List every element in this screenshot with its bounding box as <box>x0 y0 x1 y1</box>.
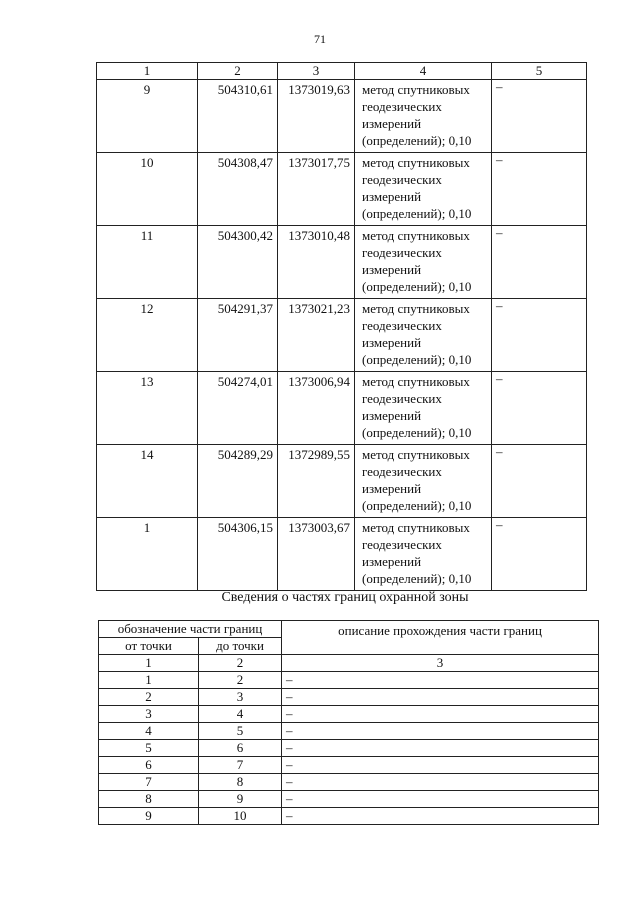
table-row <box>99 689 599 706</box>
x-coordinate-cell: 504306,15 <box>198 518 278 591</box>
table-row <box>97 299 587 372</box>
from-point-cell: 2 <box>99 689 199 706</box>
to-point-cell: 3 <box>199 689 282 706</box>
header-row <box>99 621 599 638</box>
point-number-cell: 14 <box>97 445 198 518</box>
table-row <box>99 774 599 791</box>
column-number: 1 <box>99 655 199 672</box>
y-coordinate-cell: 1373017,75 <box>278 153 355 226</box>
note-cell: – <box>492 226 587 299</box>
point-number-cell: 11 <box>97 226 198 299</box>
description-cell: – <box>282 757 599 774</box>
column-number-row <box>99 655 599 672</box>
description-cell: – <box>282 740 599 757</box>
section-title: Сведения о частях границ охранной зоны <box>221 590 469 605</box>
table-row <box>97 80 587 153</box>
point-number-cell: 12 <box>97 299 198 372</box>
to-point-cell: 2 <box>199 672 282 689</box>
from-point-cell: 9 <box>99 808 199 825</box>
x-coordinate-cell: 504300,42 <box>198 226 278 299</box>
description-cell: – <box>282 774 599 791</box>
table-row <box>97 445 587 518</box>
from-point-cell: 5 <box>99 740 199 757</box>
note-cell: – <box>492 299 587 372</box>
x-coordinate-cell: 504289,29 <box>198 445 278 518</box>
table-row <box>99 791 599 808</box>
note-cell: – <box>492 80 587 153</box>
y-coordinate-cell: 1373003,67 <box>278 518 355 591</box>
point-number-cell: 9 <box>97 80 198 153</box>
from-point-cell: 7 <box>99 774 199 791</box>
point-number-cell: 10 <box>97 153 198 226</box>
column-number: 5 <box>492 63 587 80</box>
description-cell: – <box>282 706 599 723</box>
from-point-cell: 8 <box>99 791 199 808</box>
table-row <box>99 757 599 774</box>
point-number-cell: 13 <box>97 372 198 445</box>
y-coordinate-cell: 1373006,94 <box>278 372 355 445</box>
note-cell: – <box>492 445 587 518</box>
y-coordinate-cell: 1373010,48 <box>278 226 355 299</box>
table-row <box>99 706 599 723</box>
column-number: 2 <box>198 63 278 80</box>
column-number: 3 <box>278 63 355 80</box>
method-cell: метод спутниковых геодезических измерений (определений); 0,10 <box>355 518 492 591</box>
x-coordinate-cell: 504274,01 <box>198 372 278 445</box>
to-point-cell: 5 <box>199 723 282 740</box>
description-cell: – <box>282 723 599 740</box>
method-cell: метод спутниковых геодезических измерений (определений); 0,10 <box>355 299 492 372</box>
to-point-cell: 4 <box>199 706 282 723</box>
method-cell: метод спутниковых геодезических измерений (определений); 0,10 <box>355 153 492 226</box>
to-point-cell: 10 <box>199 808 282 825</box>
x-coordinate-cell: 504310,61 <box>198 80 278 153</box>
description-header: описание прохождения части границ <box>282 621 599 655</box>
to-point-header: до точки <box>199 638 282 655</box>
page-number: 71 <box>314 32 326 46</box>
table-row <box>97 518 587 591</box>
note-cell: – <box>492 153 587 226</box>
column-number: 4 <box>355 63 492 80</box>
table-row <box>99 672 599 689</box>
point-number-cell: 1 <box>97 518 198 591</box>
to-point-cell: 6 <box>199 740 282 757</box>
method-cell: метод спутниковых геодезических измерений (определений); 0,10 <box>355 445 492 518</box>
table-row <box>97 226 587 299</box>
method-cell: метод спутниковых геодезических измерений (определений); 0,10 <box>355 80 492 153</box>
table-row <box>99 740 599 757</box>
description-cell: – <box>282 808 599 825</box>
from-point-cell: 6 <box>99 757 199 774</box>
to-point-cell: 8 <box>199 774 282 791</box>
from-point-cell: 3 <box>99 706 199 723</box>
method-cell: метод спутниковых геодезических измерений (определений); 0,10 <box>355 226 492 299</box>
description-cell: – <box>282 791 599 808</box>
from-point-cell: 1 <box>99 672 199 689</box>
to-point-cell: 9 <box>199 791 282 808</box>
column-number: 3 <box>282 655 599 672</box>
y-coordinate-cell: 1372989,55 <box>278 445 355 518</box>
table-row <box>97 372 587 445</box>
to-point-cell: 7 <box>199 757 282 774</box>
x-coordinate-cell: 504291,37 <box>198 299 278 372</box>
from-point-header: от точки <box>99 638 199 655</box>
from-point-cell: 4 <box>99 723 199 740</box>
column-number: 2 <box>199 655 282 672</box>
table-row <box>99 808 599 825</box>
y-coordinate-cell: 1373019,63 <box>278 80 355 153</box>
designation-header: обозначение части границ <box>99 621 282 638</box>
table-row <box>99 723 599 740</box>
note-cell: – <box>492 518 587 591</box>
boundary-parts-table <box>98 620 599 825</box>
description-cell: – <box>282 672 599 689</box>
coordinates-table <box>96 62 587 591</box>
column-number-row <box>97 63 587 80</box>
method-cell: метод спутниковых геодезических измерений (определений); 0,10 <box>355 372 492 445</box>
y-coordinate-cell: 1373021,23 <box>278 299 355 372</box>
column-number: 1 <box>97 63 198 80</box>
description-cell: – <box>282 689 599 706</box>
note-cell: – <box>492 372 587 445</box>
x-coordinate-cell: 504308,47 <box>198 153 278 226</box>
table-row <box>97 153 587 226</box>
